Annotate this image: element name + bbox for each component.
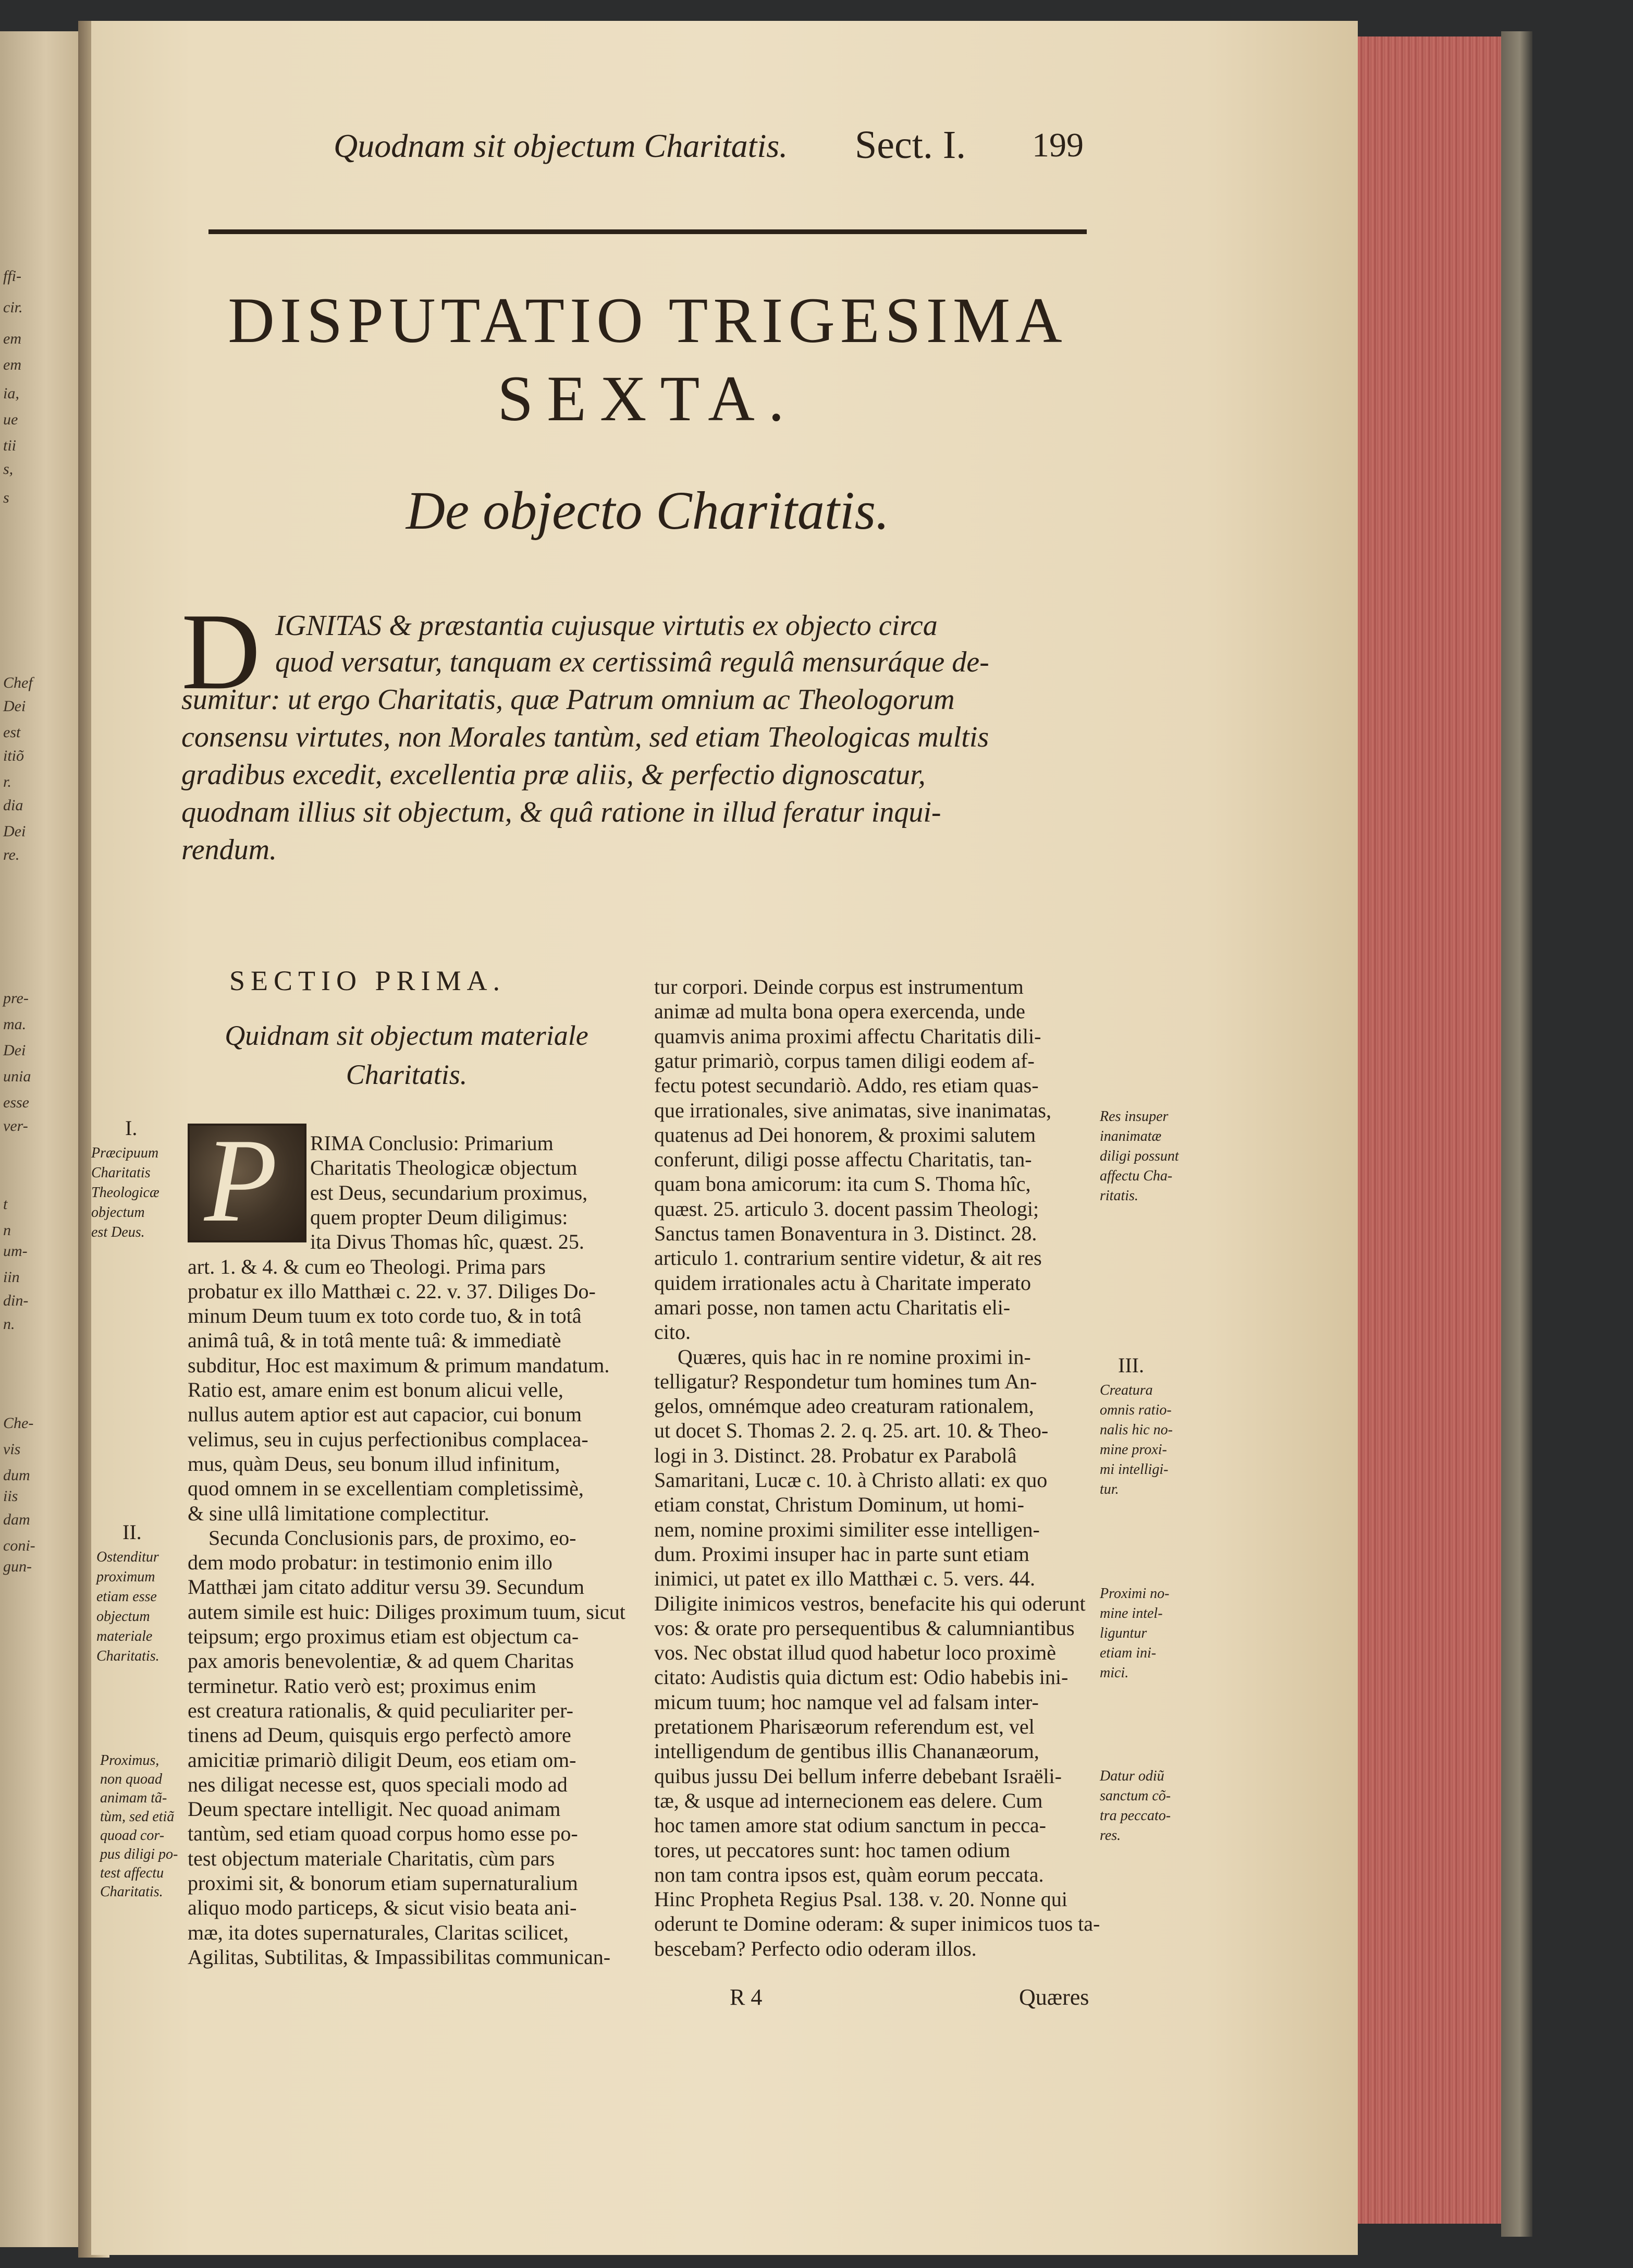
right-text-line: tæ, & usque ad internecionem eas delere. Cum [654,1789,1043,1812]
margin-note-line: res. [1100,1827,1121,1844]
margin-note-line: mine intel- [1100,1605,1163,1621]
right-text-line: inimici, ut patet ex illo Matthæi c. 5. vers. 44. [654,1567,1035,1590]
left-page-fragment: iin [3,1269,20,1286]
left-page-fragment: iis [3,1487,18,1505]
intro-line: sumitur: ut ergo Charitatis, quæ Patrum omnium ac Theologorum [181,684,955,716]
right-text-line: gatur primariò, corpus tamen diligi eodem af- [654,1049,1035,1072]
left-page-fragment: cir. [3,299,23,316]
left-page-fragment: ver- [3,1117,28,1135]
left-page-fragment: esse [3,1094,29,1111]
left-page-fragment: Chef [3,674,33,691]
left-text-line: probatur ex illo Matthæi c. 22. v. 37. Diliges Do- [188,1279,596,1303]
left-text-line: tinens ad Deum, quisquis ergo perfectò amore [188,1723,571,1747]
margin-note-line: mici. [1100,1665,1129,1681]
margin-note-line: Res insuper [1100,1108,1169,1125]
margin-note-line: Charitatis. [100,1884,163,1900]
right-text-line: conferunt, diligi posse affectu Charitatis, tan- [654,1148,1032,1171]
header-rule [208,229,1087,234]
left-text-line: amicitiæ primariò diligit Deum, eos etiam om- [188,1748,576,1772]
left-page-fragment: itiõ [3,747,24,764]
right-text-line: quæst. 25. articulo 3. docent passim Theologi; [654,1197,1039,1221]
right-text-line: bescebam? Perfecto odio oderam illos. [654,1937,977,1960]
margin-note-line: objectum [96,1608,150,1625]
left-text-line: tantùm, sed etiam quoad corpus homo esse po- [188,1822,578,1845]
margin-note-line: Charitatis. [96,1648,159,1664]
margin-note-line: etiam esse [96,1589,157,1605]
left-page-fragment: ia, [3,385,19,402]
catchword: Quæres [1019,1984,1089,2010]
left-page-fragment: r. [3,773,11,790]
right-text-line: vos: & orate pro persequentibus & calumniantibus [654,1616,1075,1640]
left-page-fragment: unia [3,1068,31,1085]
margin-note-number: III. [1118,1354,1144,1377]
left-text-line: pax amoris benevolentiæ, & ad quem Charitas [188,1649,574,1673]
margin-note-line: est Deus. [91,1224,145,1240]
left-text-line: teipsum; ergo proximus etiam est objectum ca- [188,1625,579,1648]
left-text-line: art. 1. & 4. & cum eo Theologi. Prima pars [188,1255,546,1278]
left-page-fragment: ffi- [3,267,21,285]
margin-note-line: objectum [91,1204,145,1221]
left-text-line: quod omnem in se excellentiam completissimè, [188,1477,584,1500]
margin-note-line: mine proxi- [1100,1442,1167,1458]
right-text-line: tur corpori. Deinde corpus est instrumentum [654,975,1024,998]
left-page-fragment: est [3,724,21,741]
right-text-line: micum tuum; hoc namque vel ad falsam inter- [654,1690,1039,1714]
right-text-line: articulo 1. contrarium sentire videtur, & ait res [654,1246,1042,1270]
margin-note-line: inanimatæ [1100,1128,1162,1144]
left-page-fragment: coni- [3,1537,35,1554]
running-section: Sect. I. [855,123,966,167]
left-page-fragment: pre- [3,990,29,1007]
left-text-line: velimus, seu in cujus perfectionibus complacea- [188,1428,588,1451]
running-head [323,123,1095,169]
left-text-line: Ratio est, amare enim est bonum alicui velle, [188,1378,563,1401]
left-page-fragment: n [3,1222,11,1239]
left-text-line: RIMA Conclusio: Primarium [310,1131,554,1155]
margin-note-line: tur. [1100,1481,1119,1497]
right-text-line: quidem irrationales actu à Charitate imperato [654,1271,1032,1295]
page-number: 199 [1032,126,1084,164]
right-text-line: gelos, omnémque adeo creaturam rationalem, [654,1394,1034,1418]
left-text-line: est creatura rationalis, & quid peculiariter per- [188,1699,573,1722]
margin-note-line: tra peccato- [1100,1808,1171,1824]
left-text-line: animâ tuâ, & in totâ mente tuâ: & immediatè [188,1328,561,1352]
disputation-title: DISPUTATIO TRIGESIMA [228,285,1067,356]
margin-note-line: Datur odiũ [1100,1768,1164,1784]
margin-note-line: Proximi no- [1100,1586,1170,1602]
left-text-line: mus, quàm Deus, seu bonum illud infinitum, [188,1452,560,1476]
right-text-line: Quæres, quis hac in re nomine proximi in- [678,1345,1031,1369]
ornamental-initial-letter: P [204,1114,278,1247]
left-page-fragment: ma. [3,1016,27,1033]
left-page-fragment: re. [3,846,20,863]
margin-note-line: Ostenditur [96,1549,159,1565]
disputation-title-line2: SEXTA. [497,363,798,434]
margin-note-line: ritatis. [1100,1188,1138,1204]
margin-note-line: diligi possunt [1100,1148,1179,1164]
left-text-line: Charitatis Theologicæ objectum [310,1156,578,1179]
right-text-line: telligatur? Respondetur tum homines tum An- [654,1370,1037,1393]
right-text-line: Diligite inimicos vestros, benefacite his qui oderunt [654,1592,1086,1615]
right-text-line: cito. [654,1320,691,1344]
right-text-line: oderunt te Domine oderam: & super inimicos tuos ta- [654,1912,1100,1935]
signature-mark: R 4 [730,1984,763,2010]
section-subheading-line2: Charitatis. [346,1059,468,1090]
left-text-line: dem modo probatur: in testimonio enim illo [188,1551,552,1574]
right-text-line: ut docet S. Thomas 2. 2. q. 25. art. 10. & Theo- [654,1419,1049,1442]
margin-note-number: II. [122,1520,142,1544]
ornamental-initial [188,1114,306,1247]
left-text-line: Secunda Conclusionis pars, de proximo, eo- [208,1526,576,1550]
left-page-fragment: Dei [3,1042,26,1059]
intro-line: gradibus excedit, excellentia præ aliis, & perfectio dignoscatur, [181,759,926,791]
right-text-line: hoc tamen amore stat odium sanctum in pecca- [654,1813,1046,1837]
red-fore-edge [1350,36,1504,2224]
margin-note-line: mi intelligi- [1100,1461,1169,1478]
margin-note-line: etiam ini- [1100,1645,1157,1661]
left-text-line: mæ, ita dotes supernaturales, Claritas scilicet, [188,1921,569,1944]
margin-note-line: Proximus, [100,1752,159,1769]
margin-note-line: pus diligi po- [100,1846,178,1862]
margin-note-line: sanctum cõ- [1100,1788,1171,1804]
right-text-line: vos. Nec obstat illud quod habetur loco proximè [654,1641,1056,1664]
margin-note-line: animam tã- [100,1790,167,1806]
left-page-fragment: um- [3,1242,28,1260]
margin-note-line: tùm, sed etiã [100,1809,175,1825]
left-text-line: ita Divus Thomas hîc, quæst. 25. [310,1230,584,1253]
left-text-line: quem propter Deum diligimus: [310,1205,568,1229]
right-text-line: nem, nomine proximi similiter esse intelligen- [654,1518,1040,1541]
left-text-line: & sine ullâ limitatione complectitur. [188,1502,489,1525]
left-page-fragment: em [3,356,21,373]
left-text-line: Agilitas, Subtilitas, & Impassibilitas communican- [188,1945,611,1969]
right-text-line: tores, ut peccatores sunt: hoc tamen odium [654,1838,1011,1862]
right-text-line: logi in 3. Distinct. 28. Probatur ex Parabolâ [654,1444,1017,1467]
left-text-line: autem simile est huic: Diliges proximum tuum, sicut [188,1600,625,1624]
right-text-line: quibus jussu Dei bellum inferre debebant Israëli- [654,1764,1062,1788]
right-text-line: quatenus ad Dei honorem, & proximi salutem [654,1123,1036,1147]
intro-line: rendum. [181,834,277,866]
left-text-line: est Deus, secundarium proximus, [310,1181,588,1204]
drop-cap-letter: D [181,591,261,712]
right-text-line: etiam constat, Christum Dominum, ut homi- [654,1493,1024,1516]
intro-line: consensu virtutes, non Morales tantùm, sed etiam Theologicas multis [181,721,989,753]
margin-note-line: quoad cor- [100,1827,165,1844]
margin-note-line: proximum [96,1569,155,1585]
margin-note-line: non quoad [100,1771,162,1787]
margin-note-line: omnis ratio- [1100,1402,1172,1418]
right-text-line: intelligendum de gentibus illis Chananæorum, [654,1739,1039,1763]
intro-line: quodnam illius sit objectum, & quâ ratione in illud feratur inqui- [181,796,941,828]
margin-note-number: I. [125,1116,138,1140]
right-text-line: fectu potest secundariò. Addo, res etiam quas- [654,1074,1039,1097]
margin-note-line: affectu Cha- [1100,1168,1173,1184]
margin-note-line: test affectu [100,1865,164,1881]
right-text-line: citato: Audistis quia dictum est: Odio habebis ini- [654,1665,1069,1689]
left-page-fragment: t [3,1196,8,1213]
left-text-line: minum Deum tuum ex toto corde tuo, & in totâ [188,1304,582,1327]
left-page-fragment: s [3,489,9,506]
left-page-fragment: vis [3,1441,21,1458]
left-text-line: Matthæi jam citato additur versu 39. Secundum [188,1575,584,1599]
left-page-fragment: Dei [3,823,26,840]
left-page-fragment: tii [3,437,17,454]
section-subheading: Quidnam sit objectum materiale [225,1020,588,1051]
margin-note-line: nalis hic no- [1100,1422,1173,1438]
running-title: Quodnam sit objectum Charitatis. [334,127,788,164]
left-page-fragment: n. [3,1315,15,1333]
left-page-fragment: din- [3,1292,29,1309]
left-page-fragment: dia [3,797,23,814]
left-page-fragment: dam [3,1511,30,1528]
margin-note-line: Theologicæ [91,1185,159,1201]
right-text-line: quamvis anima proximi affectu Charitatis dili- [654,1025,1041,1048]
right-text-line: quam bona amicorum: ita cum S. Thoma hîc, [654,1172,1031,1196]
right-text-line: amari posse, non tamen actu Charitatis eli- [654,1296,1011,1319]
left-text-line: aliquo modo particeps, & sicut visio beata ani- [188,1896,577,1919]
intro-line: quod versatur, tanquam ex certissimâ regulâ mensuráque de- [275,646,989,678]
margin-note-line: liguntur [1100,1625,1147,1641]
intro-line: IGNITAS & præstantia cujusque virtutis ex objecto circa [275,609,938,642]
margin-note-line: materiale [96,1628,153,1644]
right-text-line: pretationem Pharisæorum referendum est, vel [654,1715,1035,1738]
disputation-subtitle: De objecto Charitatis. [406,481,890,541]
left-page-fragment: dum [3,1467,30,1484]
right-text-line: que irrationales, sive animatas, sive inanimatas, [654,1099,1051,1122]
right-text-line: Hinc Propheta Regius Psal. 138. v. 20. Nonne qui [654,1887,1067,1911]
left-page-fragment: gun- [3,1558,32,1575]
left-text-line: Deum spectare intelligit. Nec quoad animam [188,1797,561,1821]
margin-note-line: Charitatis [91,1165,151,1181]
right-text-line: non tam contra ipsos est, quàm eorum peccata. [654,1863,1044,1886]
left-text-line: subditur, Hoc est maximum & primum mandatum. [188,1354,610,1377]
left-page-fragment: ue [3,411,18,428]
left-page-fragment: em [3,330,21,347]
right-text-line: dum. Proximi insuper hac in parte sunt etiam [654,1542,1029,1566]
margin-note-line: Præcipuum [91,1145,159,1161]
right-text-line: animæ ad multa bona opera exercenda, unde [654,999,1025,1023]
left-page-fragment: Che- [3,1415,34,1432]
right-text-line: Samaritani, Lucæ c. 10. à Christo allati: ex quo [654,1468,1048,1492]
right-text-line: Sanctus tamen Bonaventura in 3. Distinct. 28. [654,1222,1037,1245]
margin-note-line: Creatura [1100,1382,1153,1398]
binding-edge [1501,31,1532,2237]
left-text-line: nullus autem aptior est aut capacior, cui bonum [188,1403,582,1426]
left-text-line: test objectum materiale Charitatis, cùm pars [188,1847,555,1870]
left-text-line: terminetur. Ratio verò est; proximus enim [188,1674,536,1698]
left-page-fragment: s, [3,460,14,478]
left-text-line: proximi sit, & bonorum etiam supernaturalium [188,1871,578,1895]
left-page-fragment: Dei [3,698,26,715]
left-text-line: nes diligat necesse est, quos speciali modo ad [188,1773,568,1796]
section-heading: SECTIO PRIMA. [229,965,506,996]
